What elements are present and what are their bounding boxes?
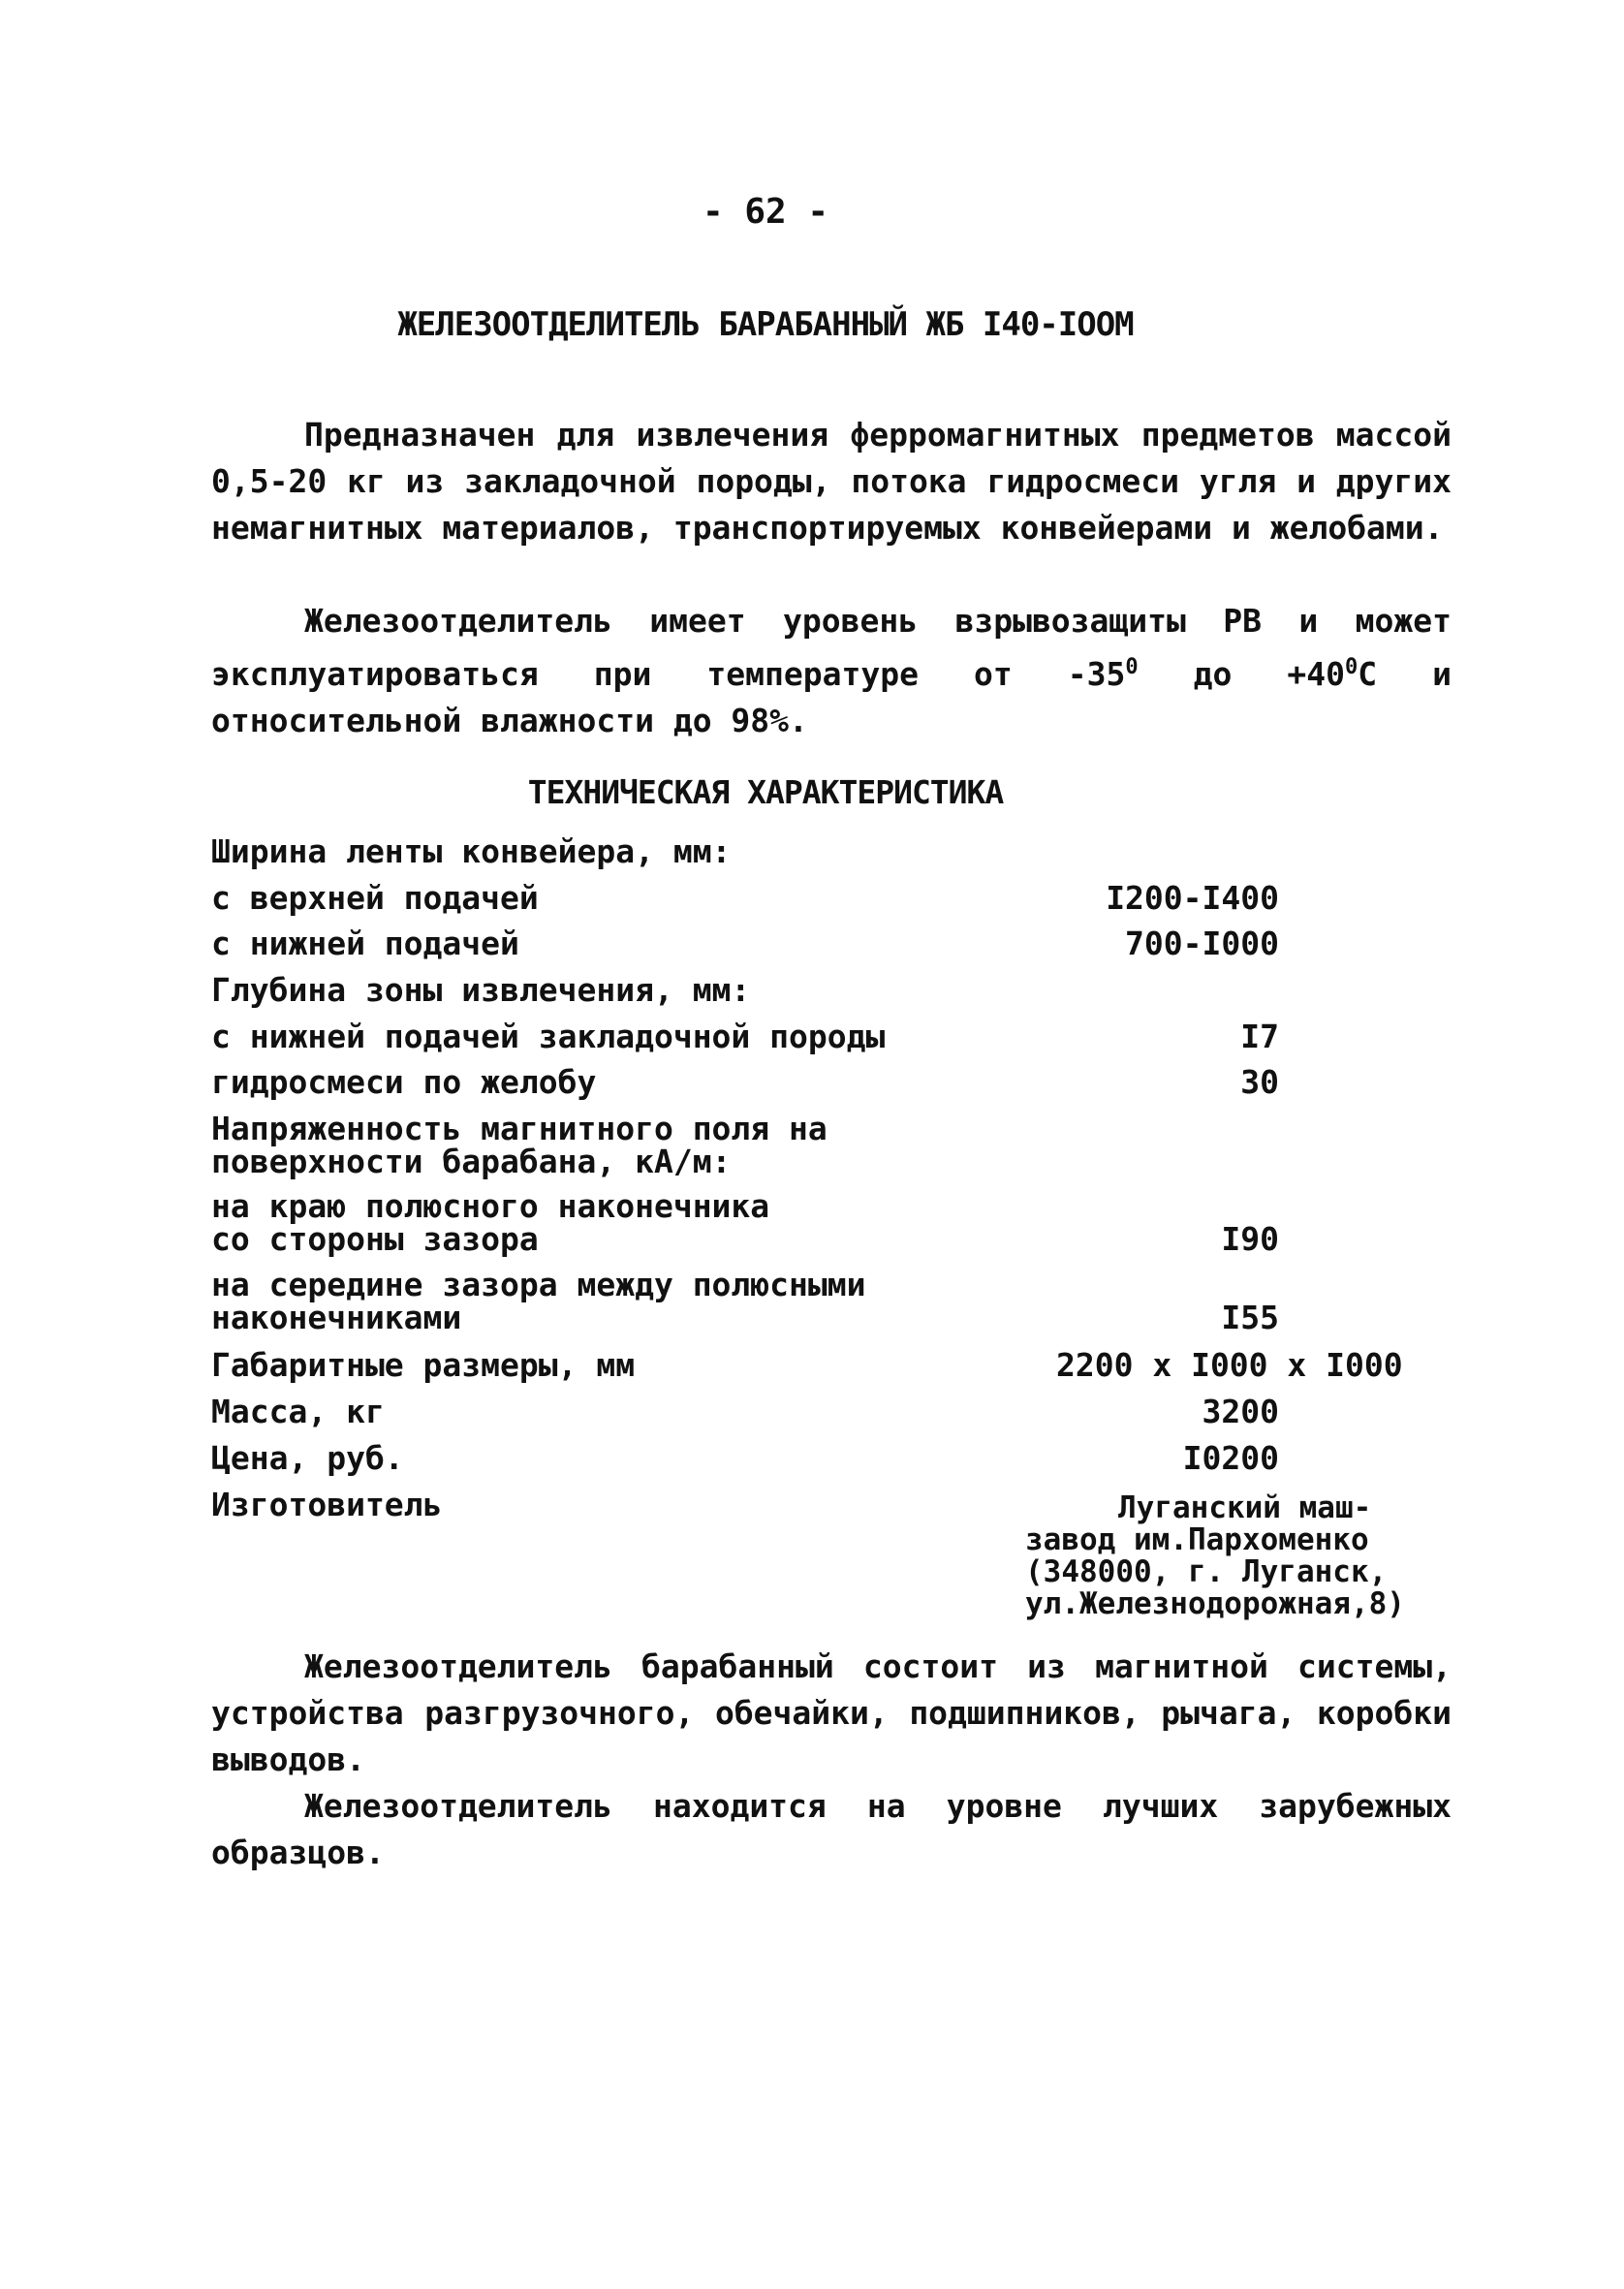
outro-paragraph-1: [211, 1644, 1452, 1783]
maker-line-2: завод им.Пархоменко: [1025, 1522, 1369, 1557]
spec-price-value: I0200: [1182, 1439, 1279, 1477]
spec-depth-slurry-value: 30: [1240, 1063, 1279, 1101]
spec-belt-width: Ширина ленты конвейера, мм:: [211, 832, 732, 870]
spec-top-feed-value: I200-I400: [1106, 879, 1279, 917]
spec-depth: Глубина зоны извлечения, мм:: [211, 971, 751, 1009]
intro-paragraph-2: [211, 598, 1452, 744]
spec-top-feed: с верхней подачей: [211, 879, 539, 917]
intro-p2-part-c: С и относительной влажности до 98%.: [211, 655, 1452, 739]
outro-paragraph-2: [211, 1783, 1452, 1876]
spec-mid-line-2: наконечниками: [211, 1299, 462, 1336]
spec-dimensions-value: 2200 x I000 x I000: [1056, 1346, 1403, 1384]
degree-sup-2: 0: [1344, 655, 1359, 679]
spec-dimensions: Габаритные размеры, мм: [211, 1346, 636, 1384]
intro-paragraph-1: [211, 412, 1452, 551]
maker-line-4: ул.Железнодорожная,8): [1025, 1586, 1405, 1621]
spec-mass: Масса, кг: [211, 1393, 385, 1430]
outro-paragraph-2-text: Железоотделитель находится на уровне лучших зарубежных образцов.: [211, 1787, 1452, 1871]
degree-sup-1: 0: [1125, 655, 1139, 679]
spec-mid-value: I55: [1221, 1299, 1279, 1336]
page-number: - 62 -: [702, 192, 829, 232]
spec-mid-line-1: на середине зазора между полюсными: [211, 1266, 866, 1303]
spec-section-title: ТЕХНИЧЕСКАЯ ХАРАКТЕРИСТИКА: [527, 773, 1004, 811]
maker-line-3: (348000, г. Луганск,: [1025, 1554, 1388, 1589]
outro-paragraph-1-text: Железоотделитель барабанный состоит из магнитной системы, устройства разгрузочного, обечайки, подшипников, рычага, коробки выводов.: [211, 1647, 1452, 1778]
intro-p2-part-b: до +40: [1138, 655, 1345, 693]
spec-depth-bottom: с нижней подачей закладочной породы: [211, 1018, 886, 1055]
spec-field-line-2: поверхности барабана, кА/м:: [211, 1143, 732, 1180]
manufacturer-address: [1025, 1492, 1452, 1620]
spec-edge-line-2: со стороны зазора: [211, 1220, 539, 1258]
spec-edge-value: I90: [1221, 1220, 1279, 1258]
spec-depth-bottom-value: I7: [1240, 1018, 1279, 1055]
spec-edge-line-1: на краю полюсного наконечника: [211, 1187, 770, 1225]
maker-line-1: Луганский маш-: [1118, 1490, 1372, 1525]
spec-field-line-1: Напряженность магнитного поля на: [211, 1110, 828, 1147]
spec-depth-slurry: гидросмеси по желобу: [211, 1063, 597, 1101]
spec-bottom-feed: с нижней подачей: [211, 925, 519, 962]
intro-p2-part-a: Железоотделитель имеет уровень взрывозащиты РВ и может эксплуатироваться при температуре от -35: [211, 602, 1452, 693]
spec-manufacturer: Изготовитель: [211, 1486, 443, 1523]
spec-price: Цена, руб.: [211, 1439, 404, 1477]
spec-mass-value: 3200: [1202, 1393, 1279, 1430]
intro-paragraph-1-text: Предназначен для извлечения ферромагнитных предметов массой 0,5-20 кг из закладочной породы, потока гидросмеси угля и других немагнитных материалов, транспортируемых конвейерами и желобами.: [211, 416, 1452, 547]
spec-bottom-feed-value: 700-I000: [1125, 925, 1279, 962]
document-title: ЖЕЛЕЗООТДЕЛИТЕЛЬ БАРАБАННЫЙ ЖБ I40-IOOM: [397, 305, 1134, 344]
